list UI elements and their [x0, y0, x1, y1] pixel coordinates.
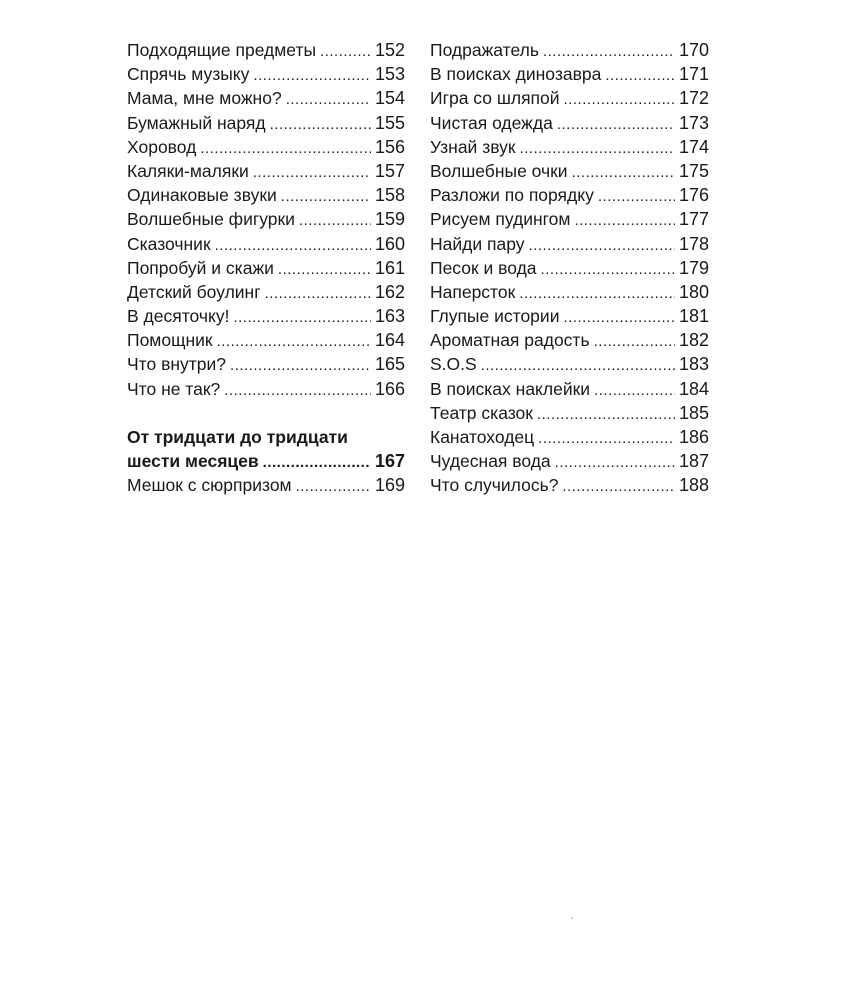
dot-leader — [598, 185, 675, 209]
toc-entry-title: Детский боулинг — [127, 281, 261, 302]
dot-leader — [265, 282, 371, 306]
toc-entry-page-number: 184 — [678, 378, 709, 399]
toc-entry — [127, 159, 405, 183]
section-heading-line-1: От тридцати до тридцати — [127, 426, 348, 447]
toc-entry-title: Ароматная радость — [430, 330, 590, 351]
dot-leader — [320, 40, 371, 64]
toc-left-list — [127, 38, 405, 401]
dot-leader — [278, 258, 371, 282]
toc-entry-page-number: 157 — [374, 160, 405, 181]
toc-entry — [127, 232, 405, 256]
toc-entry — [127, 328, 405, 352]
toc-entry-page-number: 162 — [374, 281, 405, 302]
toc-entry-title: Чистая одежда — [430, 112, 553, 133]
dot-leader — [481, 354, 675, 378]
toc-entry-page-number: 175 — [678, 160, 709, 181]
toc-entry-title: В поисках наклейки — [430, 378, 591, 399]
toc-entry — [430, 86, 709, 110]
toc-entry-title: Что внутри? — [127, 354, 227, 375]
toc-entry — [430, 207, 709, 231]
toc-entry-title: Чудесная вода — [430, 451, 551, 472]
toc-entry-page-number: 156 — [374, 136, 405, 157]
dot-leader — [574, 209, 675, 233]
toc-entry — [430, 38, 709, 62]
toc-entry — [127, 207, 405, 231]
dot-leader — [217, 330, 371, 354]
toc-entry-title: Подходящие предметы — [127, 40, 317, 60]
toc-entry — [127, 280, 405, 304]
dot-leader — [563, 306, 674, 330]
toc-entry-page-number: 179 — [678, 257, 709, 278]
toc-entry — [127, 352, 405, 376]
dot-leader — [253, 161, 371, 185]
toc-entry-title: В десяточку! — [127, 306, 230, 327]
toc-after-section-list — [127, 473, 405, 497]
toc-entry-page-number: 152 — [374, 40, 405, 60]
toc-entry — [127, 183, 405, 207]
toc-entry-page-number: 178 — [678, 233, 709, 254]
toc-entry-title: Что случилось? — [430, 475, 559, 496]
toc-entry-page-number: 155 — [374, 112, 405, 133]
dot-leader — [286, 88, 371, 112]
dot-leader — [555, 451, 675, 475]
toc-entry-title: Волшебные фигурки — [127, 209, 295, 230]
toc-entry-title: Хоровод — [127, 136, 197, 157]
dot-leader — [529, 234, 675, 258]
dot-leader — [230, 354, 371, 378]
toc-entry — [430, 304, 709, 328]
toc-entry-title: Найди пару — [430, 233, 525, 254]
toc-entry-title: Сказочник — [127, 233, 211, 254]
dot-leader — [296, 475, 371, 499]
toc-entry — [430, 183, 709, 207]
dot-leader — [594, 379, 675, 403]
toc-entry-title: Что не так? — [127, 378, 221, 399]
toc-entry-title: В поисках динозавра — [430, 64, 602, 85]
toc-entry-page-number: 172 — [678, 88, 709, 109]
dot-leader — [215, 234, 371, 258]
toc-entry-page-number: 160 — [374, 233, 405, 254]
toc-entry-title: Мама, мне можно? — [127, 88, 282, 109]
toc-right-list — [430, 38, 709, 498]
section-page-number: 167 — [374, 451, 405, 471]
toc-entry-title: Спрячь музыку — [127, 64, 250, 85]
toc-entry-title: Разложи по порядку — [430, 185, 594, 206]
toc-entry — [127, 111, 405, 135]
dot-leader — [572, 161, 675, 185]
toc-entry-title: Рисуем пудингом — [430, 209, 571, 230]
dot-leader — [543, 40, 675, 64]
toc-entry-title: Помощник — [127, 330, 213, 351]
section-heading — [127, 425, 405, 473]
toc-entry-page-number: 174 — [678, 136, 709, 157]
dot-leader — [538, 427, 675, 451]
toc-entry — [430, 328, 709, 352]
toc-entry — [127, 304, 405, 328]
dot-leader — [594, 330, 675, 354]
toc-entry-title: Глупые истории — [430, 306, 560, 327]
toc-entry — [430, 425, 709, 449]
toc-entry-title: Волшебные очки — [430, 160, 568, 181]
dot-leader — [557, 113, 675, 137]
toc-entry-page-number: 158 — [374, 185, 405, 206]
toc-entry-page-number: 170 — [678, 40, 709, 60]
toc-entry-page-number: 163 — [374, 306, 405, 327]
toc-entry-page-number: 185 — [678, 402, 709, 423]
toc-entry — [430, 62, 709, 86]
toc-entry-title: Мешок с сюрпризом — [127, 475, 292, 496]
toc-entry — [430, 401, 709, 425]
toc-entry-title: Игра со шляпой — [430, 88, 560, 109]
toc-entry-title: Наперсток — [430, 281, 516, 302]
toc-entry-page-number: 166 — [374, 378, 405, 399]
dot-leader — [519, 282, 675, 306]
toc-entry-page-number: 153 — [374, 64, 405, 85]
toc-entry-page-number: 181 — [678, 306, 709, 327]
section-spacer — [127, 401, 405, 425]
dot-leader — [605, 64, 675, 88]
toc-entry-page-number: 165 — [374, 354, 405, 375]
toc-entry-title: Попробуй и скажи — [127, 257, 274, 278]
dot-leader — [520, 137, 675, 161]
toc-entry-title: S.O.S — [430, 354, 477, 375]
toc-entry-page-number: 176 — [678, 185, 709, 206]
toc-entry — [430, 352, 709, 376]
toc-entry — [127, 38, 405, 62]
toc-entry-title: Бумажный наряд — [127, 112, 266, 133]
toc-entry — [430, 280, 709, 304]
toc-entry-page-number: 188 — [678, 475, 709, 496]
toc-entry-title: Песок и вода — [430, 257, 537, 278]
toc-entry-page-number: 183 — [678, 354, 709, 375]
toc-entry — [430, 135, 709, 159]
dot-leader — [299, 209, 371, 233]
toc-right-column — [430, 38, 709, 498]
dot-leader — [537, 403, 675, 427]
toc-entry-page-number: 180 — [678, 281, 709, 302]
dot-leader — [281, 185, 371, 209]
toc-entry — [127, 473, 405, 497]
toc-entry-page-number: 186 — [678, 427, 709, 447]
toc-entry — [127, 62, 405, 86]
toc-entry-page-number: 164 — [374, 330, 405, 351]
section-heading-entry — [127, 449, 405, 473]
toc-entry-page-number: 159 — [374, 209, 405, 230]
toc-entry — [127, 86, 405, 110]
dot-leader — [224, 379, 371, 403]
toc-entry — [127, 135, 405, 159]
toc-entry — [430, 377, 709, 401]
dot-leader — [200, 137, 371, 161]
toc-entry-page-number: 169 — [374, 475, 405, 496]
page-speck — [571, 917, 573, 919]
toc-entry-page-number: 173 — [678, 112, 709, 133]
toc-entry — [430, 473, 709, 497]
toc-entry-title: Каляки-маляки — [127, 160, 249, 181]
toc-entry — [127, 377, 405, 401]
section-heading-line-2: шести месяцев — [127, 451, 259, 471]
toc-entry-title: Одинаковые звуки — [127, 185, 277, 206]
toc-entry-page-number: 182 — [678, 330, 709, 351]
toc-entry — [430, 232, 709, 256]
toc-entry-title: Узнай звук — [430, 136, 516, 157]
toc-entry-title: Подражатель — [430, 40, 539, 60]
toc-entry-title: Театр сказок — [430, 402, 533, 423]
toc-entry-page-number: 177 — [678, 209, 709, 230]
toc-entry — [430, 256, 709, 280]
dot-leader — [541, 258, 675, 282]
toc-entry-page-number: 187 — [678, 451, 709, 472]
toc-entry — [430, 449, 709, 473]
dot-leader — [564, 88, 675, 112]
toc-entry — [430, 159, 709, 183]
toc-entry-title: Канатоходец — [430, 427, 535, 447]
dot-leader — [270, 113, 371, 137]
toc-entry-page-number: 154 — [374, 88, 405, 109]
dot-leader — [233, 306, 370, 330]
toc-entry-page-number: 161 — [374, 257, 405, 278]
dot-leader — [562, 475, 675, 499]
toc-entry-page-number: 171 — [678, 64, 709, 85]
toc-entry — [127, 256, 405, 280]
toc-entry — [430, 111, 709, 135]
dot-leader — [263, 451, 371, 475]
dot-leader — [253, 64, 371, 88]
toc-left-column — [127, 38, 405, 497]
